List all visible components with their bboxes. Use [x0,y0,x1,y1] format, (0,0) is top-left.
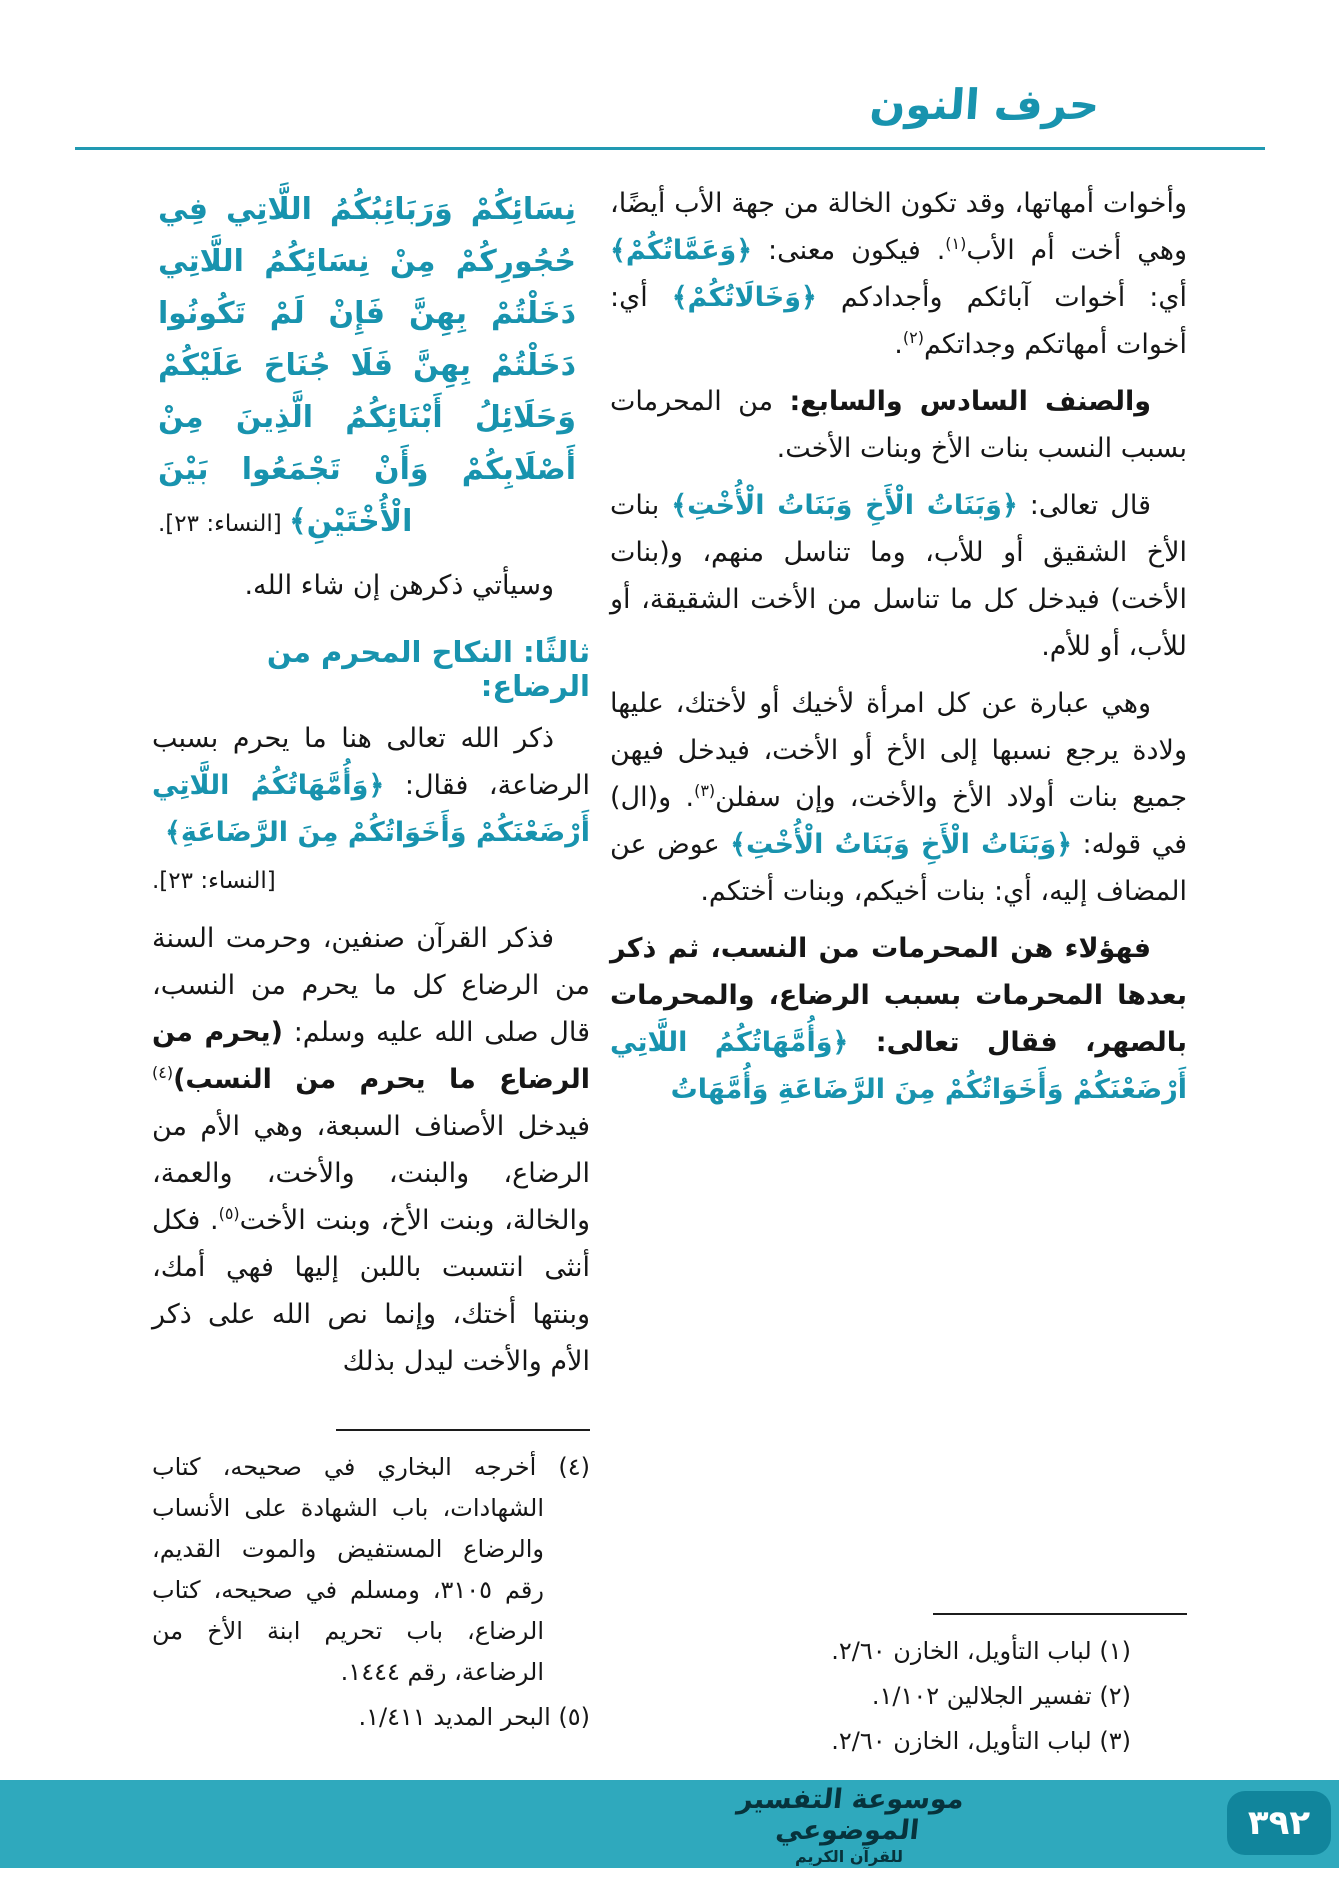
paragraph-sixth-seventh-category [610,378,1187,472]
footnote-5 [152,1697,590,1738]
text-run: وأخوات أمهاتها، وقد تكون الخالة من جهة الأب أيضًا، وهي أخت أم الأب [610,188,1187,266]
text-run: عوض عن المضاف إليه، أي: بنات أخيكم، وبنات أختكم. [610,829,1187,907]
paragraph-ridaa-verse [152,715,590,905]
text-run: من المحرمات بسبب النسب بنات الأخ وبنات الأخت. [610,386,1187,464]
right-footnotes [610,1613,1187,1766]
paragraph-will-be-mentioned [152,562,590,609]
text-run: فذكر القرآن صنفين، وحرمت السنة من الرضاع كل ما يحرم من النسب، قال صلى الله عليه وسلم: [152,923,590,1048]
text-run: . فكل أنثى انتسبت باللبن إليها فهي أمك، وبنتها أختك، وإنما نص الله على ذكر الأم والأخت ليدل بذلك [152,1205,590,1377]
text-run-bold: والصنف السادس والسابع: [789,386,1151,417]
verse-reference: [النساء: ٢٣]. [152,868,276,894]
footnote-marker: (٤) [152,1063,174,1082]
publisher-subtitle: للقرآن الكريم [794,1847,904,1867]
paragraph-sunnah-ruling [152,915,590,1385]
bottom-bar [0,1780,1339,1868]
section-heading-ridaa: ثالثًا: النكاح المحرم من الرضاع: [266,635,590,703]
text-run: . و(ال) في قوله: [610,782,1187,860]
paragraph-aunts-continuation [610,180,1187,368]
paragraph-transition-to-ridaa [610,925,1187,1113]
text-run: وسيأتي ذكرهن إن شاء الله. [244,570,554,601]
text-run: بنات الأخ الشقيق أو للأب، وما تناسل منهم، و(بنات الأخت) فيدخل كل ما تناسل من الأخت الشقيقة، أو للأب، أو للأم. [610,490,1187,662]
quran-verse-block [158,184,576,550]
footnote-separator [933,1613,1187,1615]
footnote-separator [336,1429,590,1431]
text-run: (٥) البحر المديد ١/٤١١. [358,1703,590,1731]
verse-reference: [النساء: ٢٣]. [158,511,290,537]
text-run-bold: فهؤلاء هن المحرمات من النسب، ثم ذكر بعدها المحرمات بسبب الرضاع، والمحرمات بالصهر، فقال تعالى: [610,933,1187,1058]
text-run: أي: أخوات أمهاتكم وجداتكم [610,282,1187,360]
footnote-marker: (٢) [902,328,924,347]
footnote-1 [610,1631,1187,1672]
paragraph-brother-sister-daughters [610,482,1187,670]
header-rule [75,147,1265,150]
text-run-bold: (يحرم من الرضاع ما يحرم من النسب) [152,1017,590,1095]
text-run: (٢) تفسير الجلالين ١/١٠٢. [871,1682,1131,1710]
quran-quote: نِسَائِكُمْ وَرَبَائِبُكُمُ اللَّاتِي فِي حُجُورِكُمْ مِنْ نِسَائِكُمُ اللَّاتِي دَخَلْتُمْ بِهِنَّ فَإِنْ لَمْ تَكُونُوا دَخَلْتُمْ بِهِنَّ فَلَا جُنَاحَ عَلَيْكُمْ وَحَلَائِلُ أَبْنَائِكُمُ الَّذِينَ مِنْ أَصْلَابِكُمْ وَأَنْ تَجْمَعُوا بَيْنَ الْأُخْتَيْنِ﴾ [158,192,576,539]
section-title: حرف النون [867,80,1101,129]
text-run: ذكر الله تعالى هنا ما يحرم بسبب الرضاعة، فقال: [152,723,590,801]
footnote-3 [610,1721,1187,1762]
footnote-2 [610,1676,1187,1717]
text-run: أي: أخوات آبائكم وأجدادكم [816,282,1187,313]
left-column [152,180,590,1766]
footnote-4 [152,1447,590,1693]
text-run: (١) لباب التأويل، الخازن ٢/٦٠. [831,1637,1131,1665]
text-run: (٣) لباب التأويل، الخازن ٢/٦٠. [831,1727,1131,1755]
page-content [152,180,1187,1766]
text-run: . فيكون معنى: [752,235,946,266]
quran-quote: ﴿وَبَنَاتُ الْأَخِ وَبَنَاتُ الْأُخْتِ﴾ [730,829,1073,860]
paragraph-definition [610,680,1187,915]
page-number: ٣٩٢ [1227,1791,1331,1855]
text-run: . [894,329,903,360]
text-run: قال تعالى: [1017,490,1152,521]
text-run: (٤) أخرجه البخاري في صحيحه، كتاب الشهادات، باب الشهادة على الأنساب والرضاع المستفيض والموت القديم، رقم ٣١٠٥، ومسلم في صحيحه، كتاب الرضاع، باب تحريم ابنة الأخ من الرضاعة، رقم ١٤٤٤. [152,1453,590,1686]
quran-quote: ﴿وَعَمَّاتُكُمْ﴾ [610,235,753,266]
footnote-marker: (١) [945,234,967,253]
footnote-marker: (٣) [694,781,716,800]
text-run: فيدخل الأصناف السبعة، وهي الأم من الرضاع، والبنت، والأخت، والعمة، والخالة، وبنت الأخ، وبنت الأخت [152,1111,590,1236]
publisher-logo [689,1784,1009,1866]
quran-quote: ﴿وَأُمَّهَاتُكُمُ اللَّاتِي أَرْضَعْنَكُمْ وَأَخَوَاتُكُمْ مِنَ الرَّضَاعَةِ﴾ [152,770,590,848]
quran-quote: ﴿وَخَالَاتُكُمْ﴾ [671,282,817,313]
left-footnotes [152,1429,590,1742]
text-run: وهي عبارة عن كل امرأة لأخيك أو لأختك، عليها ولادة يرجع نسبها إلى الأخ أو الأخت، فيدخل فيهن جميع بنات أولاد الأخ والأخت، وإن سفلن [610,688,1188,813]
publisher-title: موسوعة التفسير الموضوعي [735,1784,966,1847]
footnote-marker: (٥) [218,1204,240,1223]
right-column [610,180,1187,1766]
quran-quote: ﴿وَبَنَاتُ الْأَخِ وَبَنَاتُ الْأُخْتِ﴾ [671,490,1018,521]
quran-quote: ﴿وَأُمَّهَاتُكُمُ اللَّاتِي أَرْضَعْنَكُمْ وَأَخَوَاتُكُمْ مِنَ الرَّضَاعَةِ وَأُمَّهَاتُ [610,1027,1187,1105]
